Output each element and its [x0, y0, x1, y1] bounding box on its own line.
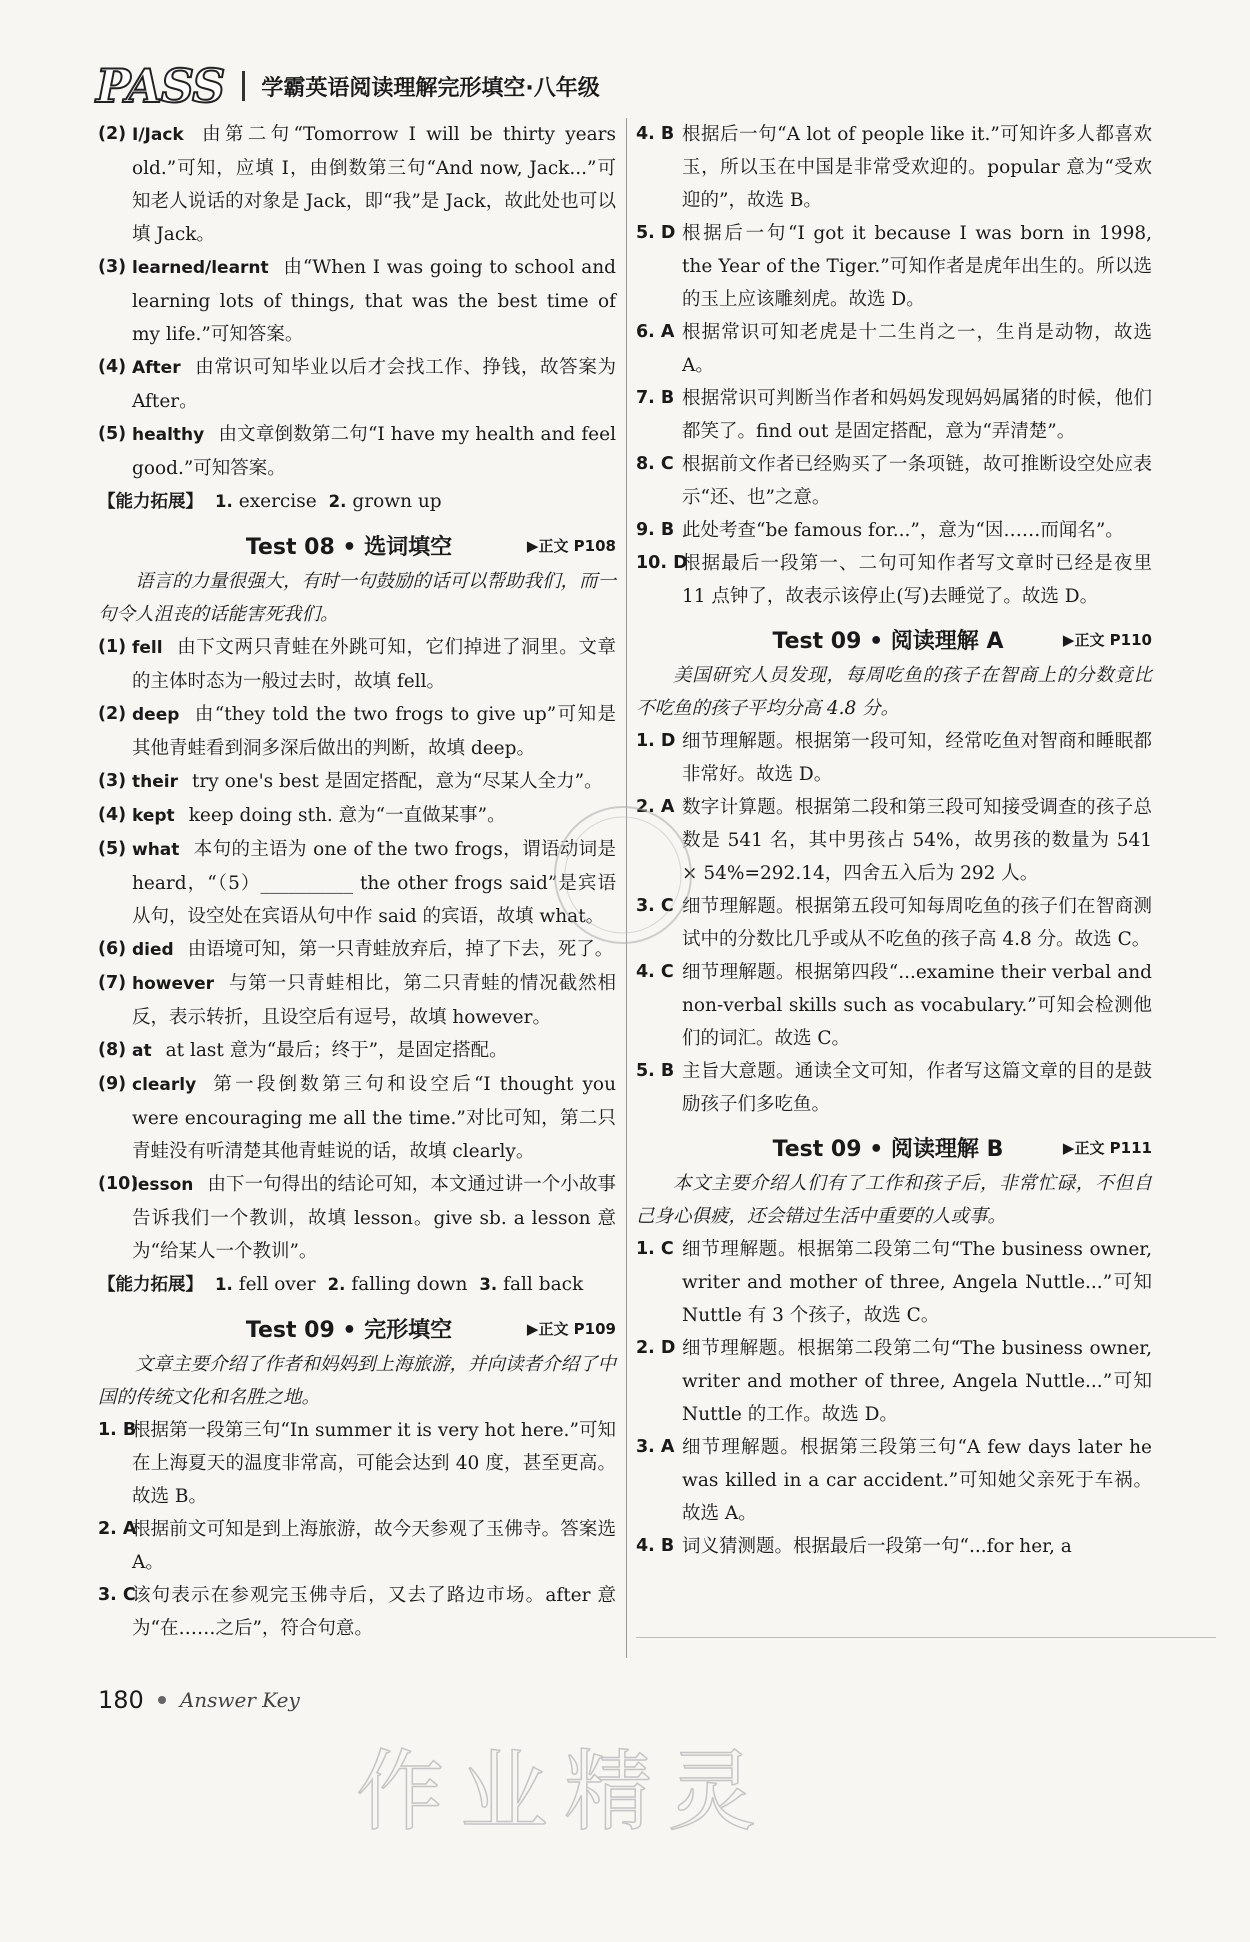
item-answer: however: [132, 974, 215, 994]
page-header: [96, 58, 600, 114]
item-explanation: [132, 118, 616, 251]
item-number: (1): [98, 637, 127, 657]
item-explanation: [682, 1431, 1152, 1530]
section-summary: 语言的力量很强大，有时一句鼓励的话可以帮助我们，而一句令人沮丧的话能害死我们。: [98, 571, 617, 625]
item-number: (3): [98, 257, 127, 277]
explanation-text: 根据前文作者已经购买了一条项链，故可推断设空处应表示“还、也”之意。: [682, 454, 1152, 508]
answer-item: [636, 1233, 1152, 1332]
item-explanation: [682, 514, 1152, 547]
answer-item: [636, 725, 1152, 791]
item-number: (5): [98, 424, 127, 444]
item-number: (4): [98, 357, 127, 377]
item-explanation: [132, 967, 616, 1034]
item-answer: clearly: [132, 1075, 197, 1095]
explanation-text: 细节理解题。根据第一段可知，经常吃鱼对智商和睡眠都非常好。故选 D。: [682, 731, 1152, 785]
item-explanation: [682, 890, 1152, 956]
ability-number: 2.: [327, 1275, 346, 1294]
item-explanation: [682, 1233, 1152, 1332]
item-answer: died: [132, 940, 174, 960]
explanation-text: 根据后一句“I got it because I was born in 1998, the Year of the Tiger.”可知作者是虎年出生的。所以选的玉上应该雕刻虎。故选 D。: [682, 223, 1152, 310]
answer-item: [98, 933, 616, 967]
answer-item: [98, 351, 616, 418]
explanation-text: 由第二句“Tomorrow I will be thirty years old.”可知，应填 I，由倒数第三句“And now, Jack...”可知老人说话的对象是 Jack，即“我”是 Jack，故此处也可以填 Jack。: [132, 124, 616, 245]
explanation-text: 本句的主语为 one of the two frogs，谓语动词是 heard，“（5）__________ the other frogs said”是宾语从句，设空处在宾语从句中作 said 的宾语，故填 what。: [132, 839, 616, 927]
item-explanation: [682, 1055, 1152, 1121]
explanation-text: 由文章倒数第二句“I have my health and feel good.”可知答案。: [132, 424, 616, 479]
item-explanation: [682, 382, 1152, 448]
item-number: 3. C: [98, 1585, 136, 1605]
item-explanation: [682, 725, 1152, 791]
item-number: (5): [98, 839, 127, 859]
item-explanation: [682, 956, 1152, 1055]
item-explanation: [132, 1168, 616, 1268]
footer-bullet: [158, 1696, 166, 1704]
item-number: (4): [98, 805, 127, 825]
answer-item: [98, 118, 616, 251]
explanation-text: 由“When I was going to school and learning lots of things, that was the best time of my life.”可知答案。: [132, 257, 616, 345]
item-explanation: [132, 933, 616, 967]
page-reference: ▶正文 P108: [526, 536, 616, 555]
item-answer: fell: [132, 638, 163, 658]
explanation-text: 根据后一句“A lot of people like it.”可知许多人都喜欢玉，所以玉在中国是非常受欢迎的。popular 意为“受欢迎的”，故选 B。: [682, 124, 1152, 211]
item-number: (3): [98, 771, 127, 791]
explanation-text: 细节理解题。根据第三段第三句“A few days later he was killed in a car accident.”可知她父亲死于车祸。故选 A。: [682, 1437, 1152, 1524]
item-number: (8): [98, 1040, 127, 1060]
answer-item: [636, 448, 1152, 514]
item-explanation: [682, 217, 1152, 316]
ability-tag: 【能力拓展】: [98, 492, 203, 512]
section-summary: 美国研究人员发现，每周吃鱼的孩子在智商上的分数竟比不吃鱼的孩子平均分高 4.8 分。: [636, 665, 1152, 719]
answer-item: [636, 890, 1152, 956]
item-explanation: [132, 833, 616, 933]
answer-item: [98, 251, 616, 351]
answer-item: [98, 1168, 616, 1268]
item-answer: what: [132, 840, 180, 860]
item-number: 10. D: [636, 553, 688, 573]
answer-item: [98, 418, 616, 485]
ability-answer: grown up: [352, 491, 442, 512]
item-explanation: [132, 1414, 616, 1513]
pass-logo: PASS: [96, 59, 225, 113]
page-reference: ▶正文 P109: [526, 1319, 616, 1338]
answer-item: [636, 1530, 1152, 1563]
item-explanation: [132, 251, 616, 351]
answer-item: [636, 514, 1152, 547]
ability-answer: exercise: [238, 491, 317, 512]
answer-item: [636, 1055, 1152, 1121]
item-explanation: [682, 448, 1152, 514]
explanation-text: 词义猜测题。根据最后一段第一句“...for her, a: [682, 1536, 1072, 1557]
item-number: 3. C: [636, 896, 674, 916]
answer-item: [98, 631, 616, 698]
answer-item: [636, 118, 1152, 217]
ability-tag: 【能力拓展】: [98, 1275, 203, 1295]
answer-item: [98, 799, 616, 833]
ability-number: 1.: [215, 1275, 233, 1294]
item-number: (7): [98, 973, 127, 993]
section-heading: [636, 619, 1152, 659]
item-explanation: [132, 698, 616, 765]
section-title: Test 08 • 选词填空: [245, 534, 453, 560]
ability-answer: fell over: [238, 1274, 316, 1295]
explanation-text: 由下一句得出的结论可知，本文通过讲一个小故事告诉我们一个教训，故填 lesson。give sb. a lesson 意为“给某人一个教训”。: [132, 1174, 616, 1262]
explanation-text: 根据第一段第三句“In summer it is very hot here.”可知在上海夏天的温度非常高，可能会达到 40 度，甚至更高。故选 B。: [132, 1420, 616, 1507]
item-explanation: [682, 791, 1152, 890]
item-explanation: [132, 351, 616, 418]
explanation-text: 由“they told the two frogs to give up”可知是其他青蛙看到洞多深后做出的判断，故填 deep。: [132, 704, 616, 759]
explanation-text: at last 意为“最后；终于”，是固定搭配。: [165, 1040, 508, 1061]
item-explanation: [132, 1068, 616, 1168]
item-answer: I/Jack: [132, 125, 184, 145]
explanation-text: 主旨大意题。通读全文可知，作者写这篇文章的目的是鼓励孩子们多吃鱼。: [682, 1061, 1152, 1115]
item-number: 1. D: [636, 731, 676, 751]
explanation-text: 数字计算题。根据第二段和第三段可知接受调查的孩子总数是 541 名，其中男孩占 54%，故男孩的数量为 541 × 54%=292.14，四舍五入后为 292 人。: [682, 797, 1152, 884]
watermark-text: 作业精灵: [356, 1740, 773, 1843]
item-answer: at: [132, 1041, 152, 1061]
item-explanation: [682, 118, 1152, 217]
answer-item: [636, 791, 1152, 890]
page-reference: ▶正文 P110: [1062, 630, 1152, 649]
answer-item: [636, 217, 1152, 316]
item-answer: healthy: [132, 425, 205, 445]
right-column: [636, 118, 1152, 1563]
item-number: (6): [98, 939, 127, 959]
answer-item: [98, 967, 616, 1034]
explanation-text: 该句表示在参观完玉佛寺后，又去了路边市场。after 意为“在……之后”，符合句意。: [132, 1585, 616, 1639]
answer-item: [98, 698, 616, 765]
explanation-text: 由下文两只青蛙在外跳可知，它们掉进了洞里。文章的主体时态为一般过去时，故填 fell。: [132, 637, 616, 692]
section-title: Test 09 • 阅读理解 A: [772, 628, 1004, 654]
ability-number: 1.: [215, 492, 233, 511]
item-explanation: [132, 631, 616, 698]
page-number: 180: [98, 1686, 144, 1714]
bottom-rule: [636, 1637, 1216, 1638]
item-answer: learned/learnt: [132, 258, 269, 278]
item-explanation: [682, 1530, 1152, 1563]
page-footer: [98, 1686, 300, 1714]
ability-extension: [98, 485, 616, 519]
explanation-text: 第一段倒数第三句和设空后“I thought you were encouraging me all the time.”对比可知，第二只青蛙没有听清楚其他青蛙说的话，故填 clearly。: [132, 1074, 616, 1162]
item-number: 3. A: [636, 1437, 675, 1457]
item-number: 2. A: [98, 1519, 137, 1539]
item-number: 6. A: [636, 322, 675, 342]
item-number: 4. B: [636, 1536, 675, 1556]
item-answer: kept: [132, 806, 175, 826]
item-number: 5. B: [636, 1061, 675, 1081]
ability-number: 3.: [479, 1275, 498, 1294]
explanation-text: keep doing sth. 意为“一直做某事”。: [188, 805, 506, 826]
item-explanation: [132, 418, 616, 485]
item-number: 5. D: [636, 223, 676, 243]
explanation-text: 根据前文可知是到上海旅游，故今天参观了玉佛寺。答案选 A。: [132, 1519, 616, 1573]
answer-item: [98, 833, 616, 933]
section-heading: [98, 525, 616, 565]
page-reference: ▶正文 P111: [1062, 1138, 1152, 1157]
answer-item: [636, 382, 1152, 448]
answer-item: [98, 1579, 616, 1645]
answer-item: [98, 1068, 616, 1168]
footer-label: Answer Key: [179, 1688, 300, 1712]
item-number: 8. C: [636, 454, 674, 474]
item-number: (2): [98, 124, 127, 144]
item-explanation: [132, 765, 616, 799]
answer-item: [636, 956, 1152, 1055]
ability-answer: falling down: [351, 1274, 468, 1295]
item-explanation: [132, 1034, 616, 1068]
answer-item: [98, 1414, 616, 1513]
item-explanation: [682, 1332, 1152, 1431]
item-answer: After: [132, 358, 181, 378]
item-number: 7. B: [636, 388, 675, 408]
item-explanation: [132, 1513, 616, 1579]
ability-answer: fall back: [503, 1274, 584, 1295]
book-title: 学霸英语阅读理解完形填空·八年级: [261, 75, 600, 101]
section-heading: [636, 1127, 1152, 1167]
answer-item: [636, 316, 1152, 382]
explanation-text: 根据常识可知老虎是十二生肖之一，生肖是动物，故选 A。: [682, 322, 1152, 376]
explanation-text: 根据常识可判断当作者和妈妈发现妈妈属猪的时候，他们都笑了。find out 是固定搭配，意为“弄清楚”。: [682, 388, 1152, 442]
answer-item: [636, 1332, 1152, 1431]
ability-number: 2.: [328, 492, 347, 511]
item-explanation: [132, 1579, 616, 1645]
explanation-text: 与第一只青蛙相比，第二只青蛙的情况截然相反，表示转折，且设空后有逗号，故填 however。: [132, 973, 616, 1028]
item-explanation: [132, 799, 616, 833]
item-number: 1. C: [636, 1239, 674, 1259]
answer-item: [636, 547, 1152, 613]
explanation-text: 此处考查“be famous for...”，意为“因……而闻名”。: [682, 520, 1124, 541]
section-summary: 文章主要介绍了作者和妈妈到上海旅游，并向读者介绍了中国的传统文化和名胜之地。: [98, 1354, 617, 1408]
header-divider: [242, 71, 245, 101]
item-number: (9): [98, 1074, 127, 1094]
item-number: 9. B: [636, 520, 675, 540]
explanation-text: try one's best 是固定搭配，意为“尽某人全力”。: [191, 771, 603, 792]
section-title: Test 09 • 阅读理解 B: [772, 1136, 1004, 1162]
item-answer: deep: [132, 705, 180, 725]
section-title: Test 09 • 完形填空: [245, 1317, 453, 1343]
item-number: (2): [98, 704, 127, 724]
explanation-text: 细节理解题。根据第四段“...examine their verbal and non-verbal skills such as vocabulary.”可知会检测他们的词汇。故选 C。: [682, 962, 1152, 1049]
answer-item: [98, 1034, 616, 1068]
explanation-text: 由常识可知毕业以后才会找工作、挣钱，故答案为 After。: [132, 357, 616, 412]
section-summary: 本文主要介绍人们有了工作和孩子后，非常忙碌，不但自己身心俱疲，还会错过生活中重要的人或事。: [636, 1173, 1152, 1227]
answer-item: [636, 1431, 1152, 1530]
item-number: 4. C: [636, 962, 674, 982]
item-explanation: [682, 547, 1152, 613]
answer-item: [98, 765, 616, 799]
watermark-stamp: [548, 800, 698, 950]
ability-extension: [98, 1268, 616, 1302]
item-number: (10): [98, 1174, 139, 1194]
explanation-text: 根据最后一段第一、二句可知作者写文章时已经是夜里 11 点钟了，故表示该停止(写)去睡觉了。故选 D。: [682, 553, 1152, 607]
explanation-text: 细节理解题。根据第二段第二句“The business owner, writer and mother of three, Angela Nuttle...”可知 Nuttle 有 3 个孩子，故选 C。: [682, 1239, 1152, 1326]
item-number: 1. B: [98, 1420, 137, 1440]
explanation-text: 细节理解题。根据第五段可知每周吃鱼的孩子们在智商测试中的分数比几乎或从不吃鱼的孩子高 4.8 分。故选 C。: [682, 896, 1152, 950]
section-heading: [98, 1308, 616, 1348]
answer-item: [98, 1513, 616, 1579]
item-number: 2. D: [636, 1338, 676, 1358]
explanation-text: 由语境可知，第一只青蛙放弃后，掉了下去，死了。: [187, 939, 614, 960]
item-answer: lesson: [132, 1175, 194, 1195]
left-column: [98, 118, 616, 1645]
item-number: 2. A: [636, 797, 675, 817]
item-answer: their: [132, 772, 178, 792]
item-explanation: [682, 316, 1152, 382]
item-number: 4. B: [636, 124, 675, 144]
explanation-text: 细节理解题。根据第二段第二句“The business owner, writer and mother of three, Angela Nuttle...”可知 Nuttle 的工作。故选 D。: [682, 1338, 1152, 1425]
